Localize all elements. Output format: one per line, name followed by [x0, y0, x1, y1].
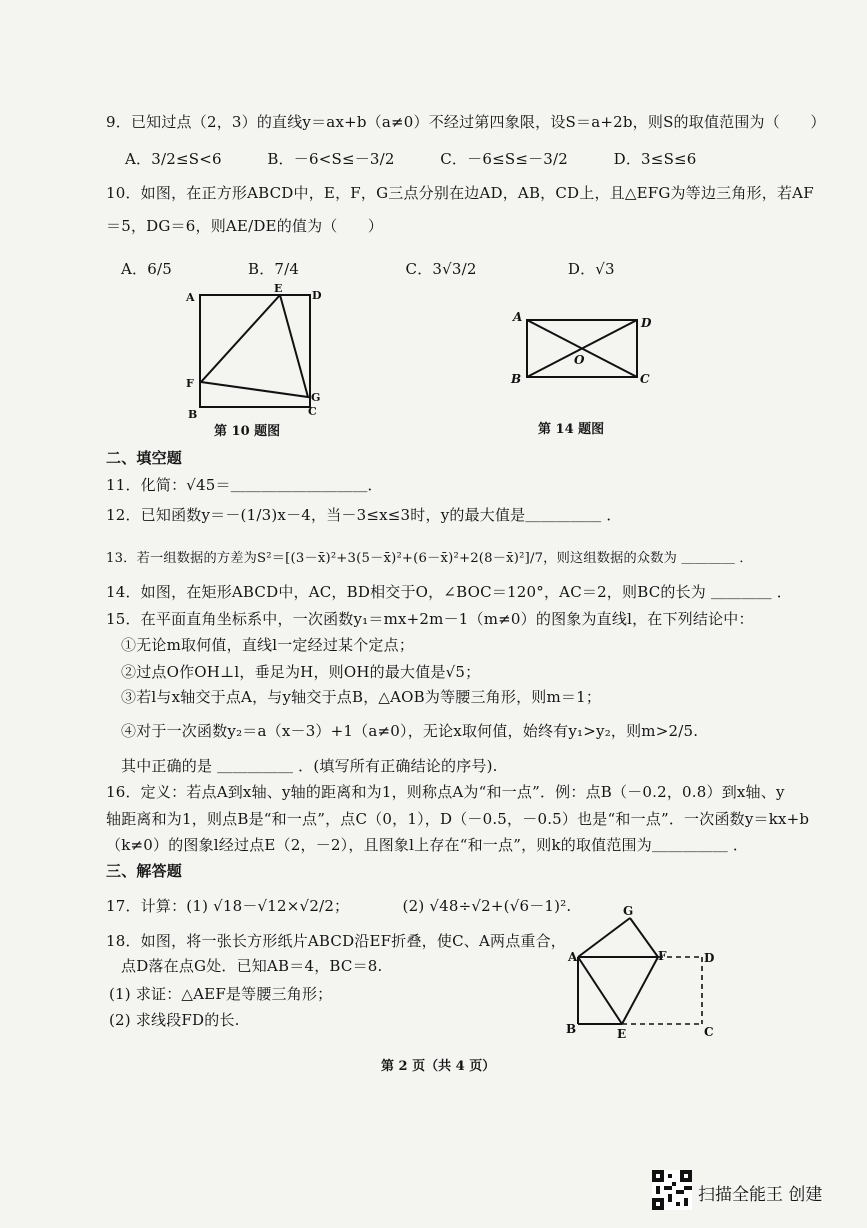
qr-code-icon: [652, 1170, 692, 1210]
section-fill-in-heading: 二、填空题: [106, 449, 183, 467]
figure-q10-caption: 第 10 题图: [214, 424, 281, 439]
fig14-label-d: D: [641, 316, 652, 330]
q10-options: A．6/5 B．7/4 C．3√3/2 D．√3: [121, 260, 615, 278]
q18-part-1: (1) 求证：△AEF是等腰三角形；: [109, 985, 333, 1003]
q18-part-2: (2) 求线段FD的长.: [109, 1011, 240, 1029]
page-footer: 第 2 页（共 4 页）: [381, 1059, 496, 1074]
fig18-label-c: C: [704, 1025, 714, 1039]
section-solve-heading: 三、解答题: [106, 862, 183, 880]
q9-options: A．3/2≤S<6 B．－6<S≤－3/2 C．－6≤S≤－3/2 D．3≤S≤6: [125, 150, 697, 168]
figure-q14: [505, 305, 665, 395]
q17: 17．计算：(1) √18－√12×√2/2； (2) √48÷√2+(√6－1)².: [106, 897, 572, 915]
q15-statement-1: ①无论m取何值，直线l一定经过某个定点；: [121, 636, 415, 654]
q18-line-2: 点D落在点G处．已知AB＝4，BC＝8.: [121, 957, 383, 975]
fig10-label-f: F: [186, 377, 194, 390]
q14: 14．如图，在矩形ABCD中，AC，BD相交于O，∠BOC＝120°，AC＝2，则BC的长为 ＿＿＿＿ ．: [106, 583, 792, 601]
scanner-watermark: 扫描全能王 创建: [698, 1185, 823, 1205]
q15-statement-3: ③若l与x轴交于点A，与y轴交于点B，△AOB为等腰三角形，则m＝1；: [121, 688, 602, 706]
figure-q10: [180, 282, 330, 422]
q16-line-2: 轴距离和为1，则点B是“和一点”，点C（0，1），D（－0.5，－0.5）也是“和一点”．一次函数y＝kx+b: [106, 810, 810, 828]
fig10-label-e: E: [274, 282, 283, 295]
figure-q18: [560, 905, 725, 1040]
q15-answer: 其中正确的是 ＿＿＿＿＿ ．(填写所有正确结论的序号).: [121, 757, 498, 775]
fig18-label-g: G: [623, 905, 634, 918]
q16-line-3: （k≠0）的图象l经过点E（2，－2），且图象l上存在“和一点”，则k的取值范围为＿＿＿＿＿ ．: [106, 836, 749, 854]
q12: 12．已知函数y＝－(1/3)x－4，当－3≤x≤3时，y的最大值是＿＿＿＿＿ ．: [106, 506, 622, 524]
q15-statement-4: ④对于一次函数y₂＝a（x－3）+1（a≠0），无论x取何值，始终有y₁>y₂，则m>2/5.: [121, 722, 699, 740]
fig10-label-a: A: [186, 291, 195, 304]
q11: 11．化简：√45＝＿＿＿＿＿＿＿＿＿．: [106, 476, 383, 494]
figure-q14-caption: 第 14 题图: [538, 422, 605, 437]
q15-stem: 15．在平面直角坐标系中，一次函数y₁＝mx+2m－1（m≠0）的图象为直线l，在下列结论中：: [106, 610, 754, 628]
fig14-label-c: C: [640, 372, 650, 386]
fig18-label-b: B: [566, 1022, 577, 1036]
fig18-label-f: F: [658, 949, 667, 963]
fig14-label-o: O: [574, 353, 585, 367]
fig10-label-b: B: [188, 408, 198, 421]
fig10-label-d: D: [312, 289, 322, 302]
q16-line-1: 16．定义：若点A到x轴、y轴的距离和为1，则称点A为“和一点”．例：点B（－0.2，0.8）到x轴、y: [106, 783, 785, 801]
q18-line-1: 18．如图，将一张长方形纸片ABCD沿EF折叠，使C、A两点重合，: [106, 932, 566, 950]
fig18-label-d: D: [704, 951, 715, 965]
q9-stem: 9．已知过点（2，3）的直线y＝ax+b（a≠0）不经过第四象限，设S＝a+2b，则S的取值范围为（ ）: [106, 113, 826, 131]
q10-stem-2: ＝5，DG＝6，则AE/DE的值为（ ）: [106, 217, 384, 235]
fig10-label-g: G: [311, 391, 321, 404]
fig18-label-a: A: [568, 950, 578, 964]
fig10-label-c: C: [308, 405, 317, 418]
fig18-label-e: E: [617, 1027, 627, 1040]
fig14-label-a: A: [513, 310, 523, 324]
q13: 13．若一组数据的方差为S²＝[(3－x̄)²+3(5－x̄)²+(6－x̄)²+2(8－x̄)²]/7，则这组数据的众数为 ＿＿＿＿ ．: [106, 551, 753, 566]
q15-statement-2: ②过点O作OH⊥l，垂足为H，则OH的最大值是√5；: [121, 663, 481, 681]
q10-stem-1: 10．如图，在正方形ABCD中，E，F，G三点分别在边AD，AB，CD上，且△EFG为等边三角形，若AF: [106, 184, 814, 202]
fig14-label-b: B: [511, 372, 522, 386]
